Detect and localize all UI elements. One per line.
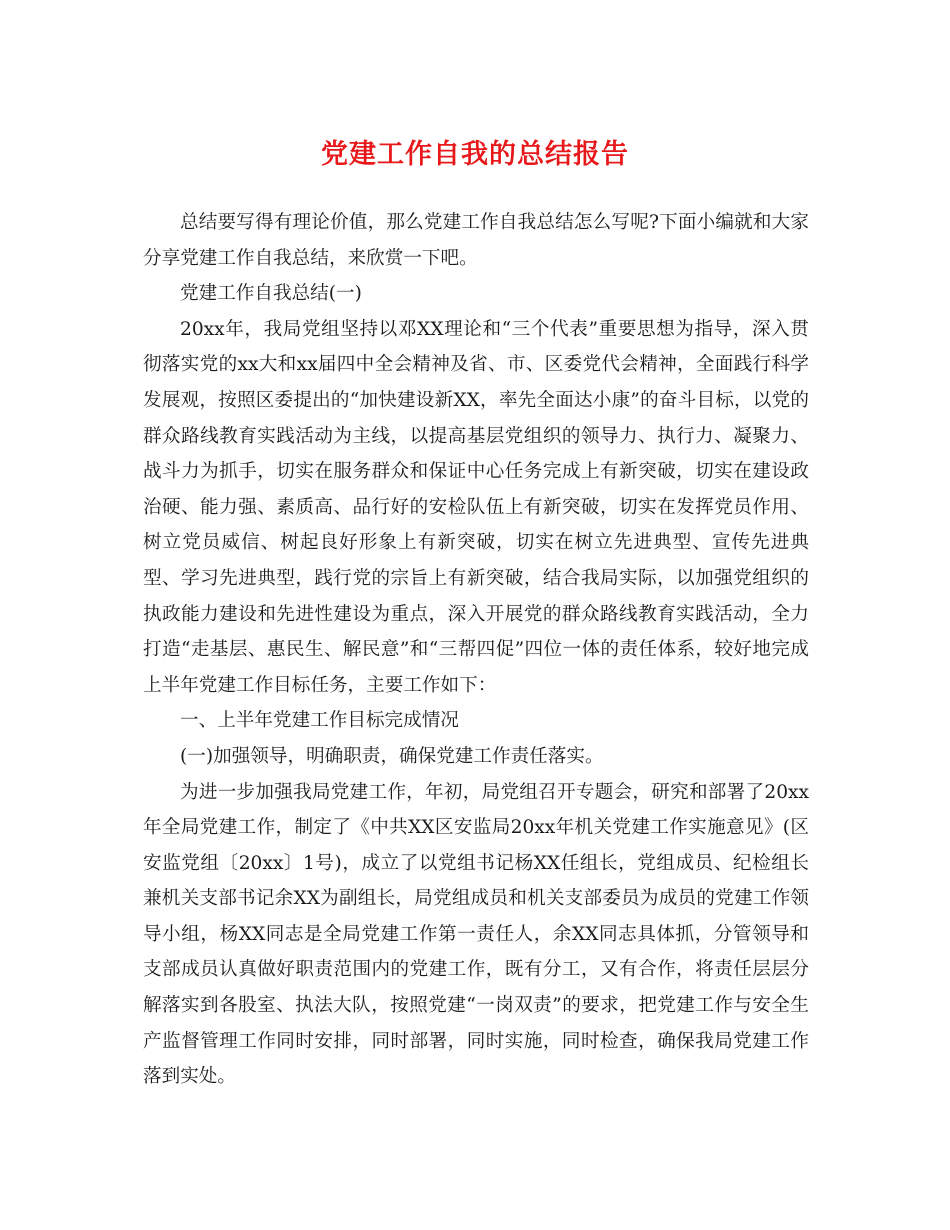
document-body <box>143 205 809 1095</box>
section-heading-goals: 一、上半年党建工作目标完成情况 <box>180 710 459 732</box>
intro-paragraph: 总结要写得有理论价值，那么党建工作自我总结怎么写呢?下面小编就和大家分享党建工作自我总结，来欣赏一下吧。 <box>143 212 809 269</box>
section-heading-summary-one: 党建工作自我总结(一) <box>180 283 362 305</box>
subsection-heading-leadership: (一)加强领导，明确职责，确保党建工作责任落实。 <box>180 745 604 767</box>
main-paragraph: 20xx年，我局党组坚持以邓XX理论和“三个代表”重要思想为指导，深入贯彻落实党的xx大和xx届四中全会精神及省、市、区委党代会精神，全面践行科学发展观，按照区委提出的“加快建设新XX，率先全面达小康”的奋斗目标，以党的群众路线教育实践活动为主线，以提高基层党组织的领导力、执行力、凝聚力、战斗力为抓手，切实在服务群众和保证中心任务完成上有新突破，切实在建设政治硬、能力强、素质高、品行好的安检队伍上有新突破，切实在发挥党员作用、树立党员威信、树起良好形象上有新突破，切实在树立先进典型、宣传先进典型、学习先进典型，践行党的宗旨上有新突破，结合我局实际，以加强党组织的执政能力建设和先进性建设为重点，深入开展党的群众路线教育实践活动，全力打造“走基层、惠民生、解民意”和“三帮四促”四位一体的责任体系，较好地完成上半年党建工作目标任务，主要工作如下： <box>143 318 809 696</box>
document-title: 党建工作自我的总结报告 <box>321 139 629 170</box>
leadership-paragraph: 为进一步加强我局党建工作，年初，局党组召开专题会，研究和部署了20xx年全局党建工作，制定了《中共XX区安监局20xx年机关党建工作实施意见》(区安监党组〔20xx〕1号)，成立了以党组书记杨XX任组长，党组成员、纪检组长兼机关支部书记余XX为副组长，局党组成员和机关支部委员为成员的党建工作领导小组，杨XX同志是全局党建工作第一责任人，余XX同志具体抓，分管领导和支部成员认真做好职责范围内的党建工作，既有分工，又有合作，将责任层层分解落实到各股室、执法大队，按照党建“一岗双责”的要求，把党建工作与安全生产监督管理工作同时安排，同时部署，同时实施，同时检查，确保我局党建工作落到实处。 <box>143 781 809 1088</box>
